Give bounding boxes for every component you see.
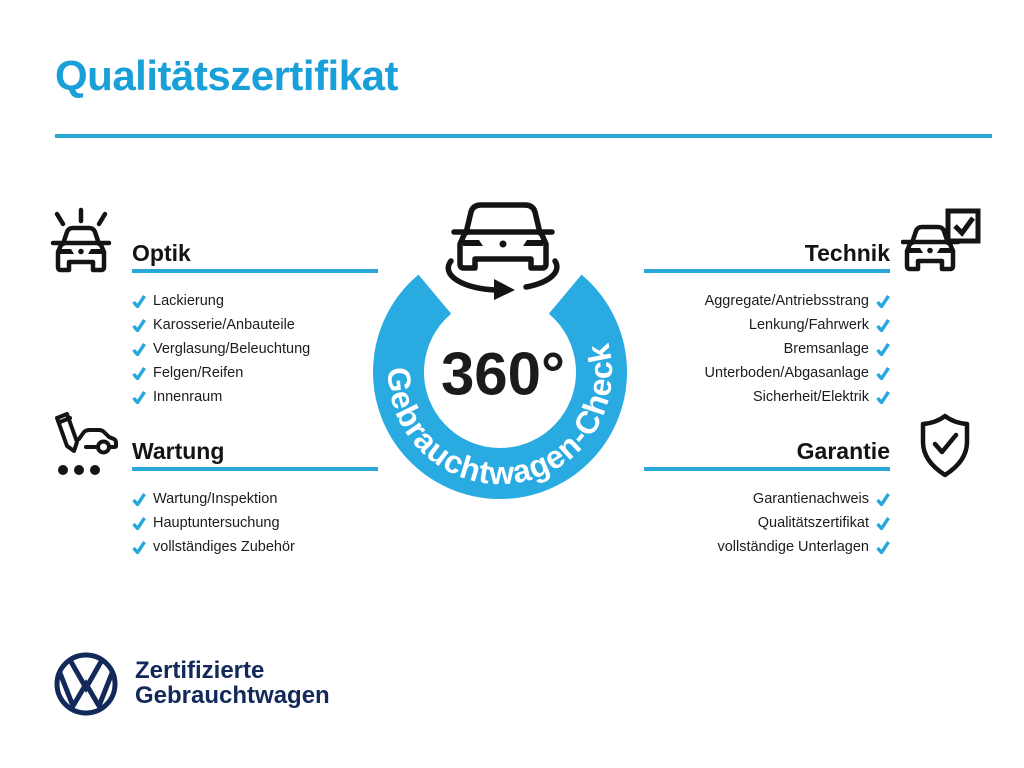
check-icon xyxy=(132,343,146,356)
item-label: Lackierung xyxy=(153,293,224,309)
technik-underline xyxy=(644,269,890,273)
footer-brand-text xyxy=(135,658,330,708)
checklist-item xyxy=(644,385,890,409)
technik-checklist xyxy=(644,289,890,409)
badge-360 xyxy=(340,178,670,520)
badge-ring-label: Gebrauchtwagen-Check xyxy=(380,340,620,492)
item-label: Verglasung/Beleuchtung xyxy=(153,341,311,357)
item-label: Garantienachweis xyxy=(752,491,869,507)
section-garantie xyxy=(644,437,890,559)
check-icon xyxy=(132,367,146,380)
check-icon xyxy=(876,391,890,404)
footer-line2: Gebrauchtwagen xyxy=(135,682,330,709)
page-title: Qualitätszertifikat xyxy=(55,52,398,99)
check-icon xyxy=(132,295,146,308)
technik-heading: Technik xyxy=(804,240,890,266)
check-icon xyxy=(132,493,146,506)
check-icon xyxy=(132,319,146,332)
garantie-heading: Garantie xyxy=(796,438,890,464)
garantie-underline xyxy=(644,467,890,471)
check-icon xyxy=(876,493,890,506)
item-label: Lenkung/Fahrwerk xyxy=(748,317,869,333)
car-360-rotation-icon xyxy=(448,205,557,290)
item-label: Sicherheit/Elektrik xyxy=(752,389,869,405)
checklist-item xyxy=(644,361,890,385)
garantie-checklist xyxy=(644,487,890,559)
item-label: Wartung/Inspektion xyxy=(153,491,278,507)
section-technik xyxy=(644,239,890,409)
wartung-heading: Wartung xyxy=(132,438,225,464)
service-record-icon xyxy=(45,407,119,483)
item-label: Qualitätszertifikat xyxy=(757,515,869,531)
item-label: Karosserie/Anbauteile xyxy=(153,317,295,333)
checklist-item xyxy=(644,487,890,511)
check-icon xyxy=(132,517,146,530)
check-icon xyxy=(876,367,890,380)
checklist-item xyxy=(644,511,890,535)
item-label: Aggregate/Antriebsstrang xyxy=(704,293,869,309)
car-checkbox-icon xyxy=(901,204,985,288)
checklist-item xyxy=(644,313,890,337)
checklist-item xyxy=(644,289,890,313)
item-label: Unterboden/Abgasanlage xyxy=(704,365,869,381)
badge-360-label: 360° xyxy=(440,340,566,408)
item-label: Bremsanlage xyxy=(783,341,869,357)
item-label: Felgen/Reifen xyxy=(153,365,244,381)
check-icon xyxy=(876,295,890,308)
footer-line1: Zertifizierte xyxy=(135,657,265,684)
title-divider xyxy=(55,134,992,138)
item-label: Hauptuntersuchung xyxy=(153,515,280,531)
check-icon xyxy=(876,343,890,356)
check-icon xyxy=(876,319,890,332)
sparkling-car-icon xyxy=(44,203,118,283)
check-icon xyxy=(132,541,146,554)
item-label: vollständiges Zubehör xyxy=(153,539,295,555)
check-icon xyxy=(876,541,890,554)
optik-heading: Optik xyxy=(132,240,191,266)
checklist-item xyxy=(644,535,890,559)
item-label: vollständige Unterlagen xyxy=(717,539,869,555)
checklist-item xyxy=(644,337,890,361)
vw-logo xyxy=(52,650,120,718)
shield-check-icon xyxy=(915,412,975,484)
checklist-item xyxy=(132,535,378,559)
check-icon xyxy=(132,391,146,404)
item-label: Innenraum xyxy=(153,389,223,405)
check-icon xyxy=(876,517,890,530)
